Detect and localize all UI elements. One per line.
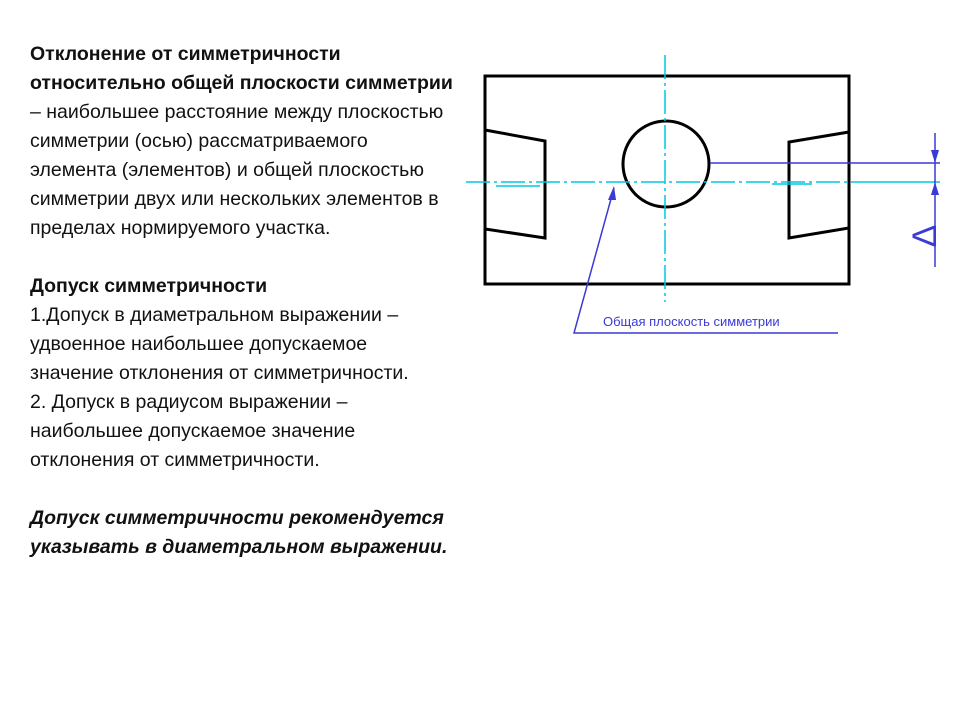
left-slot — [485, 130, 545, 238]
leader-arrow — [608, 186, 616, 200]
dimension-arrow-top — [931, 150, 939, 163]
right-slot — [789, 132, 849, 238]
dimension-symbol: Δ — [905, 224, 944, 248]
recommendation: Допуск симметричности рекомендуется указывать в диаметральном выражении. — [30, 507, 448, 558]
definition-term: Отклонение от симметричности относительно общей плоскости симметрии — [30, 43, 453, 94]
tolerance-item-1: 1.Допуск в диаметральном выражении – удвоенное наибольшее допускаемое значение отклонения от симметричности. — [30, 304, 409, 384]
definition-body: – наибольшее расстояние между плоскостью симметрии (осью) рассматриваемого элемента (элементов) и общей плоскостью симметрии двух или нескольких элементов в пределах нормируемого участка. — [30, 101, 444, 239]
caption-leader — [574, 188, 838, 333]
common-plane-caption: Общая плоскость симметрии — [603, 314, 780, 329]
part-outline — [485, 76, 849, 284]
dimension-arrow-bottom — [931, 182, 939, 195]
central-hole — [623, 121, 709, 207]
tolerance-item-2: 2. Допуск в радиусом выражении – наибольшее допускаемое значение отклонения от симметричности. — [30, 391, 356, 471]
tolerance-heading: Допуск симметричности — [30, 275, 268, 297]
